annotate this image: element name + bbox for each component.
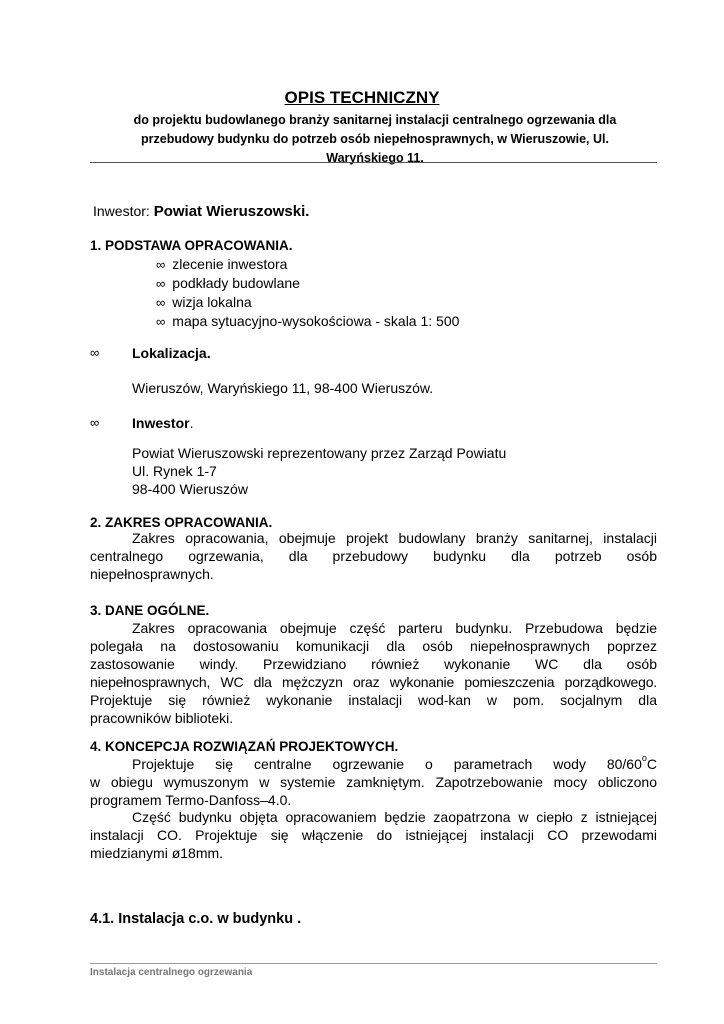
subtitle-line: Waryńskiego 11. [326, 151, 424, 165]
address-line: Powiat Wieruszowski reprezentowany przez Zarząd Powiatu [132, 445, 507, 461]
paragraph-line: pracowników biblioteki. [90, 710, 234, 726]
paragraph-line: Zakres opracowania, obejmuje projekt budowlany branży sanitarnej, instalacji [132, 530, 657, 546]
list-item: ∞ mapa sytuacyjno-wysokościowa - skala 1: 500 [156, 313, 460, 329]
investor-heading: Inwestor [132, 415, 190, 431]
section3-heading: 3. DANE OGÓLNE. [90, 603, 210, 618]
footer-text: Instalacja centralnego ogrzewania [90, 967, 253, 978]
paragraph-line: polegała na dostosowaniu komunikacji dla osób niepełnosprawnych poprzez [90, 638, 657, 654]
section4-paragraph1 [90, 755, 657, 809]
section41-heading: 4.1. Instalacja c.o. w budynku . [90, 911, 302, 927]
degree-superscript: o [641, 753, 647, 763]
paragraph-line: miedzianymi ø18mm. [90, 845, 224, 861]
paragraph-line: Projektuje się centralne ogrzewanie o parametrach wody 80/60 o C [90, 755, 657, 773]
bullet-symbol: ∞ [156, 314, 166, 329]
address-line: Ul. Rynek 1-7 [132, 463, 217, 479]
paragraph-line: Część budynku objęta opracowaniem będzie zaopatrzona w ciepło z istniejącej [132, 809, 657, 825]
document-title: OPIS TECHNICZNY [284, 88, 440, 107]
bullet-symbol: ∞ [156, 295, 166, 310]
paragraph-line: programem Termo-Danfoss–4.0. [90, 792, 292, 808]
subtitle-line: do projektu budowlanego branży sanitarnej instalacji centralnego ogrzewania dla [133, 113, 617, 127]
address-line: 98-400 Wieruszów [132, 481, 248, 497]
section2-heading: 2. ZAKRES OPRACOWANIA. [90, 515, 273, 530]
section2-paragraph [90, 529, 657, 583]
bullet-symbol: ∞ [156, 257, 166, 272]
investor-value: Powiat Wieruszowski. [153, 203, 310, 220]
bullet-symbol: ∞ [90, 345, 100, 360]
location-text: Wieruszów, Waryńskiego 11, 98-400 Wieruszów. [132, 380, 434, 396]
investor-label: Inwestor: [93, 203, 154, 219]
section3-paragraph [90, 619, 657, 727]
paragraph-line: centralnego ogrzewania, dla przebudowy budynku dla potrzeb osób [90, 548, 657, 564]
list-item: ∞ podkłady budowlane [156, 275, 300, 291]
paragraph-line: Projektuje się również wykonanie instalacji wod-kan w pom. socjalnym dla [90, 692, 657, 708]
section4-paragraph2 [90, 808, 657, 862]
section4-heading: 4. KONCEPCJA ROZWIĄZAŃ PROJEKTOWYCH. [90, 739, 399, 754]
bullet-symbol: ∞ [156, 276, 166, 291]
investor-address [132, 444, 506, 498]
paragraph-line: w obiegu wymuszonym w systemie zamkniętym. Zapotrzebowanie mocy obliczono [90, 774, 657, 790]
investor-heading-line: Inwestor. [132, 415, 194, 431]
list-item: ∞ wizja lokalna [156, 294, 252, 310]
list-item: ∞ zlecenie inwestora [156, 256, 288, 272]
footer-divider [90, 963, 657, 964]
section1-list [156, 255, 459, 331]
paragraph-line: Zakres opracowania obejmuje część parteru budynku. Przebudowa będzie [132, 620, 657, 636]
subtitle-line: przebudowy budynku do potrzeb osób niepełnosprawnych, w Wieruszowie, Ul. [141, 132, 609, 146]
location-heading: Lokalizacja. [132, 345, 211, 361]
section1-heading: 1. PODSTAWA OPRACOWANIA. [90, 238, 293, 253]
paragraph-line: niepełnosprawnych. [90, 566, 214, 582]
investor-line [93, 202, 309, 221]
bullet-symbol: ∞ [90, 415, 100, 430]
document-subtitle [90, 111, 660, 168]
paragraph-line: niepełnosprawnych, WC dla mężczyzn oraz wykonanie pomieszczenia porządkowego. [90, 674, 657, 690]
header-divider [90, 162, 657, 163]
paragraph-line: zastosowanie windy. Przewidziano również wykonanie WC dla osób [90, 656, 657, 672]
paragraph-line: instalacji CO. Projektuje się włączenie do istniejącej instalacji CO przewodami [90, 827, 657, 843]
